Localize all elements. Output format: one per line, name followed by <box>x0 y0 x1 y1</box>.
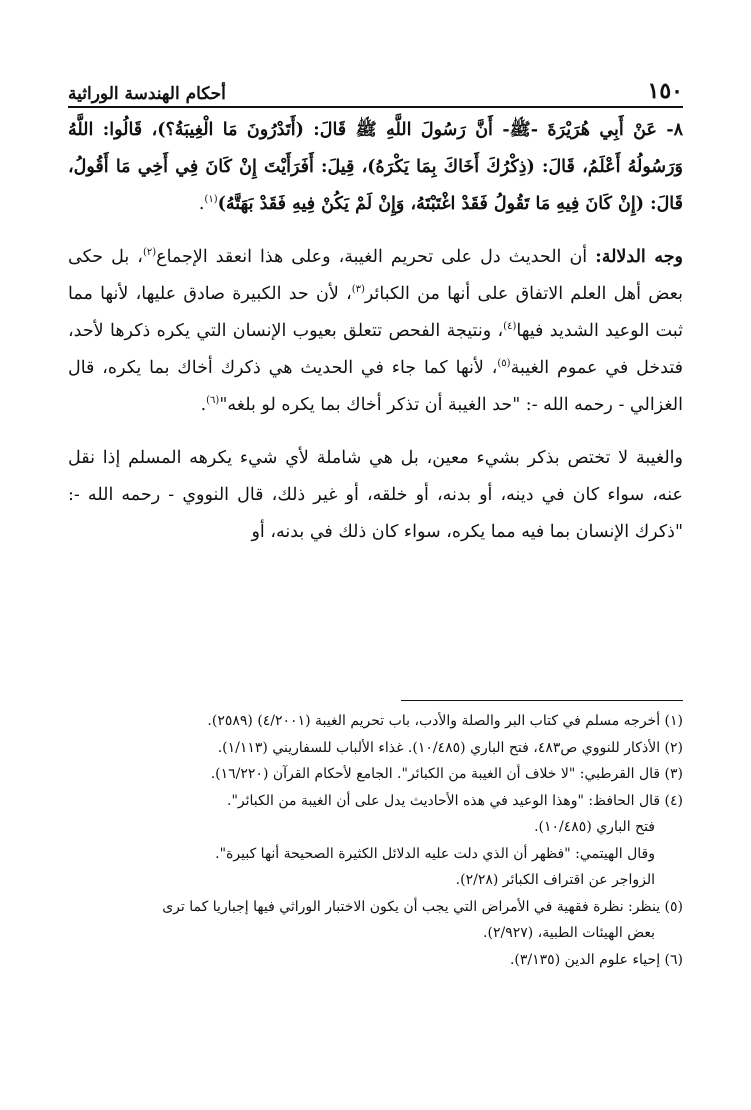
page-header <box>68 70 683 104</box>
evidence-paragraph <box>68 239 683 424</box>
ghiba-paragraph: والغيبة لا تختص بذكر بشيء معين، بل هي شاملة لأي شيء يكرهه المسلم إذا نقل عنه، سواء كان في دينه، أو بدنه، أو خلقه، أو غير ذلك، قال النووي - رحمه الله -: "ذكرك الإنسان بما فيه مما يكره، سواء كان ذلك في بدنه، أو <box>68 448 683 542</box>
hadith-paragraph <box>68 112 683 223</box>
evidence-text-2: ، بل حكى بعض أهل العلم الاتفاق على أنها من الكبائر <box>68 247 683 304</box>
footnote-4: (٤) قال الحافظ: "وهذا الوعيد في هذه الأحاديث يدل على أن الغيبة من الكبائر". <box>227 792 683 809</box>
footnote-ref-3: (٣) <box>351 284 365 296</box>
footnote-2: (٢) الأذكار للنووي ص٤٨٣، فتح الباري (١٠/٤٨٥). غذاء الألباب للسفاريني (١/١١٣). <box>217 739 683 756</box>
evidence-text-4: ، ونتيجة الفحص تتعلق بعيوب الإنسان التي يكره ذكرها لأحد، فتدخل في عموم الغيبة <box>68 321 684 378</box>
footnote-ref-1: (١) <box>204 194 218 206</box>
running-title: أحكام الهندسة الوراثية <box>68 84 226 104</box>
main-text <box>68 112 683 567</box>
hadith-text: ٨- عَنْ أَبِي هُرَيْرَةَ -ﷺ- أَنَّ رَسُولَ اللَّهِ ﷺ قَالَ: (أَتَدْرُونَ مَا الْغِيبَةُ؟)، قَالُوا: اللَّهُ وَرَسُولُهُ أَعْلَمُ، قَالَ: (ذِكْرُكَ أَخَاكَ بِمَا يَكْرَهُ)، قِيلَ: أَفَرَأَيْتَ إِنْ كَانَ فِي أَخِي مَا أَقُولُ، قَالَ: (إِنْ كَانَ فِيهِ مَا تَقُولُ فَقَدْ اغْتَبْتَهُ، وَإِنْ لَمْ يَكُنْ فِيهِ فَقَدْ بَهَتَّهُ) <box>68 120 683 214</box>
evidence-end: . <box>200 395 207 415</box>
footnote-4-quote-2: وقال الهيتمي: "فظهر أن الذي دلت عليه الدلائل الكثيرة الصحيحة أنها كبيرة". <box>215 845 655 862</box>
hadith-end: . <box>198 194 205 214</box>
page-number: ١٥٠ <box>647 78 683 104</box>
footnote-5: (٥) ينظر: نظرة فقهية في الأمراض التي يجب أن يكون الاختبار الوراثي فيها إجباريا كما ترى <box>162 898 683 915</box>
footnote-ref-4: (٤) <box>503 321 517 333</box>
footnote-ref-5: (٥) <box>497 358 511 370</box>
footnote-ref-2: (٢) <box>142 247 157 259</box>
footnote-3: (٣) قال القرطبي: "لا خلاف أن الغيبة من الكبائر". الجامع لأحكام القرآن (١٦/٢٢٠). <box>210 766 683 782</box>
evidence-text-5: ، لأنها كما جاء في الحديث هي ذكرك أخاك بما يكره، قال الغزالي - رحمه الله -: "حد الغيبة أن تذكر أخاك بما يكره لو بلغه" <box>68 358 683 415</box>
evidence-label: وجه الدلالة: <box>595 247 683 267</box>
footnote-5-cont: بعض الهيئات الطبية، (٢/٩٢٧). <box>483 925 655 941</box>
footnote-1: (١) أخرجه مسلم في كتاب البر والصلة والأدب، باب تحريم الغيبة (٤/٢٠٠١) (٢٥٨٩). <box>207 713 683 729</box>
evidence-text-3: ، لأن حد الكبيرة صادق عليها، لأنها مما ثبت الوعيد الشديد فيها <box>68 284 683 341</box>
footnote-4-source-1: فتح الباري (١٠/٤٨٥). <box>534 819 655 835</box>
evidence-text-1: أن الحديث دل على تحريم الغيبة، وعلى هذا انعقد الإجماع <box>156 247 588 267</box>
footnote-ref-6: (٦) <box>206 395 220 407</box>
header-rule <box>68 106 683 108</box>
footnote-6: (٦) إحياء علوم الدين (٣/١٣٥). <box>509 951 683 968</box>
footnote-4-source-2: الزواجر عن اقتراف الكبائر (٢/٢٨). <box>455 872 655 888</box>
footnote-rule <box>401 700 683 701</box>
footnotes <box>68 708 683 973</box>
